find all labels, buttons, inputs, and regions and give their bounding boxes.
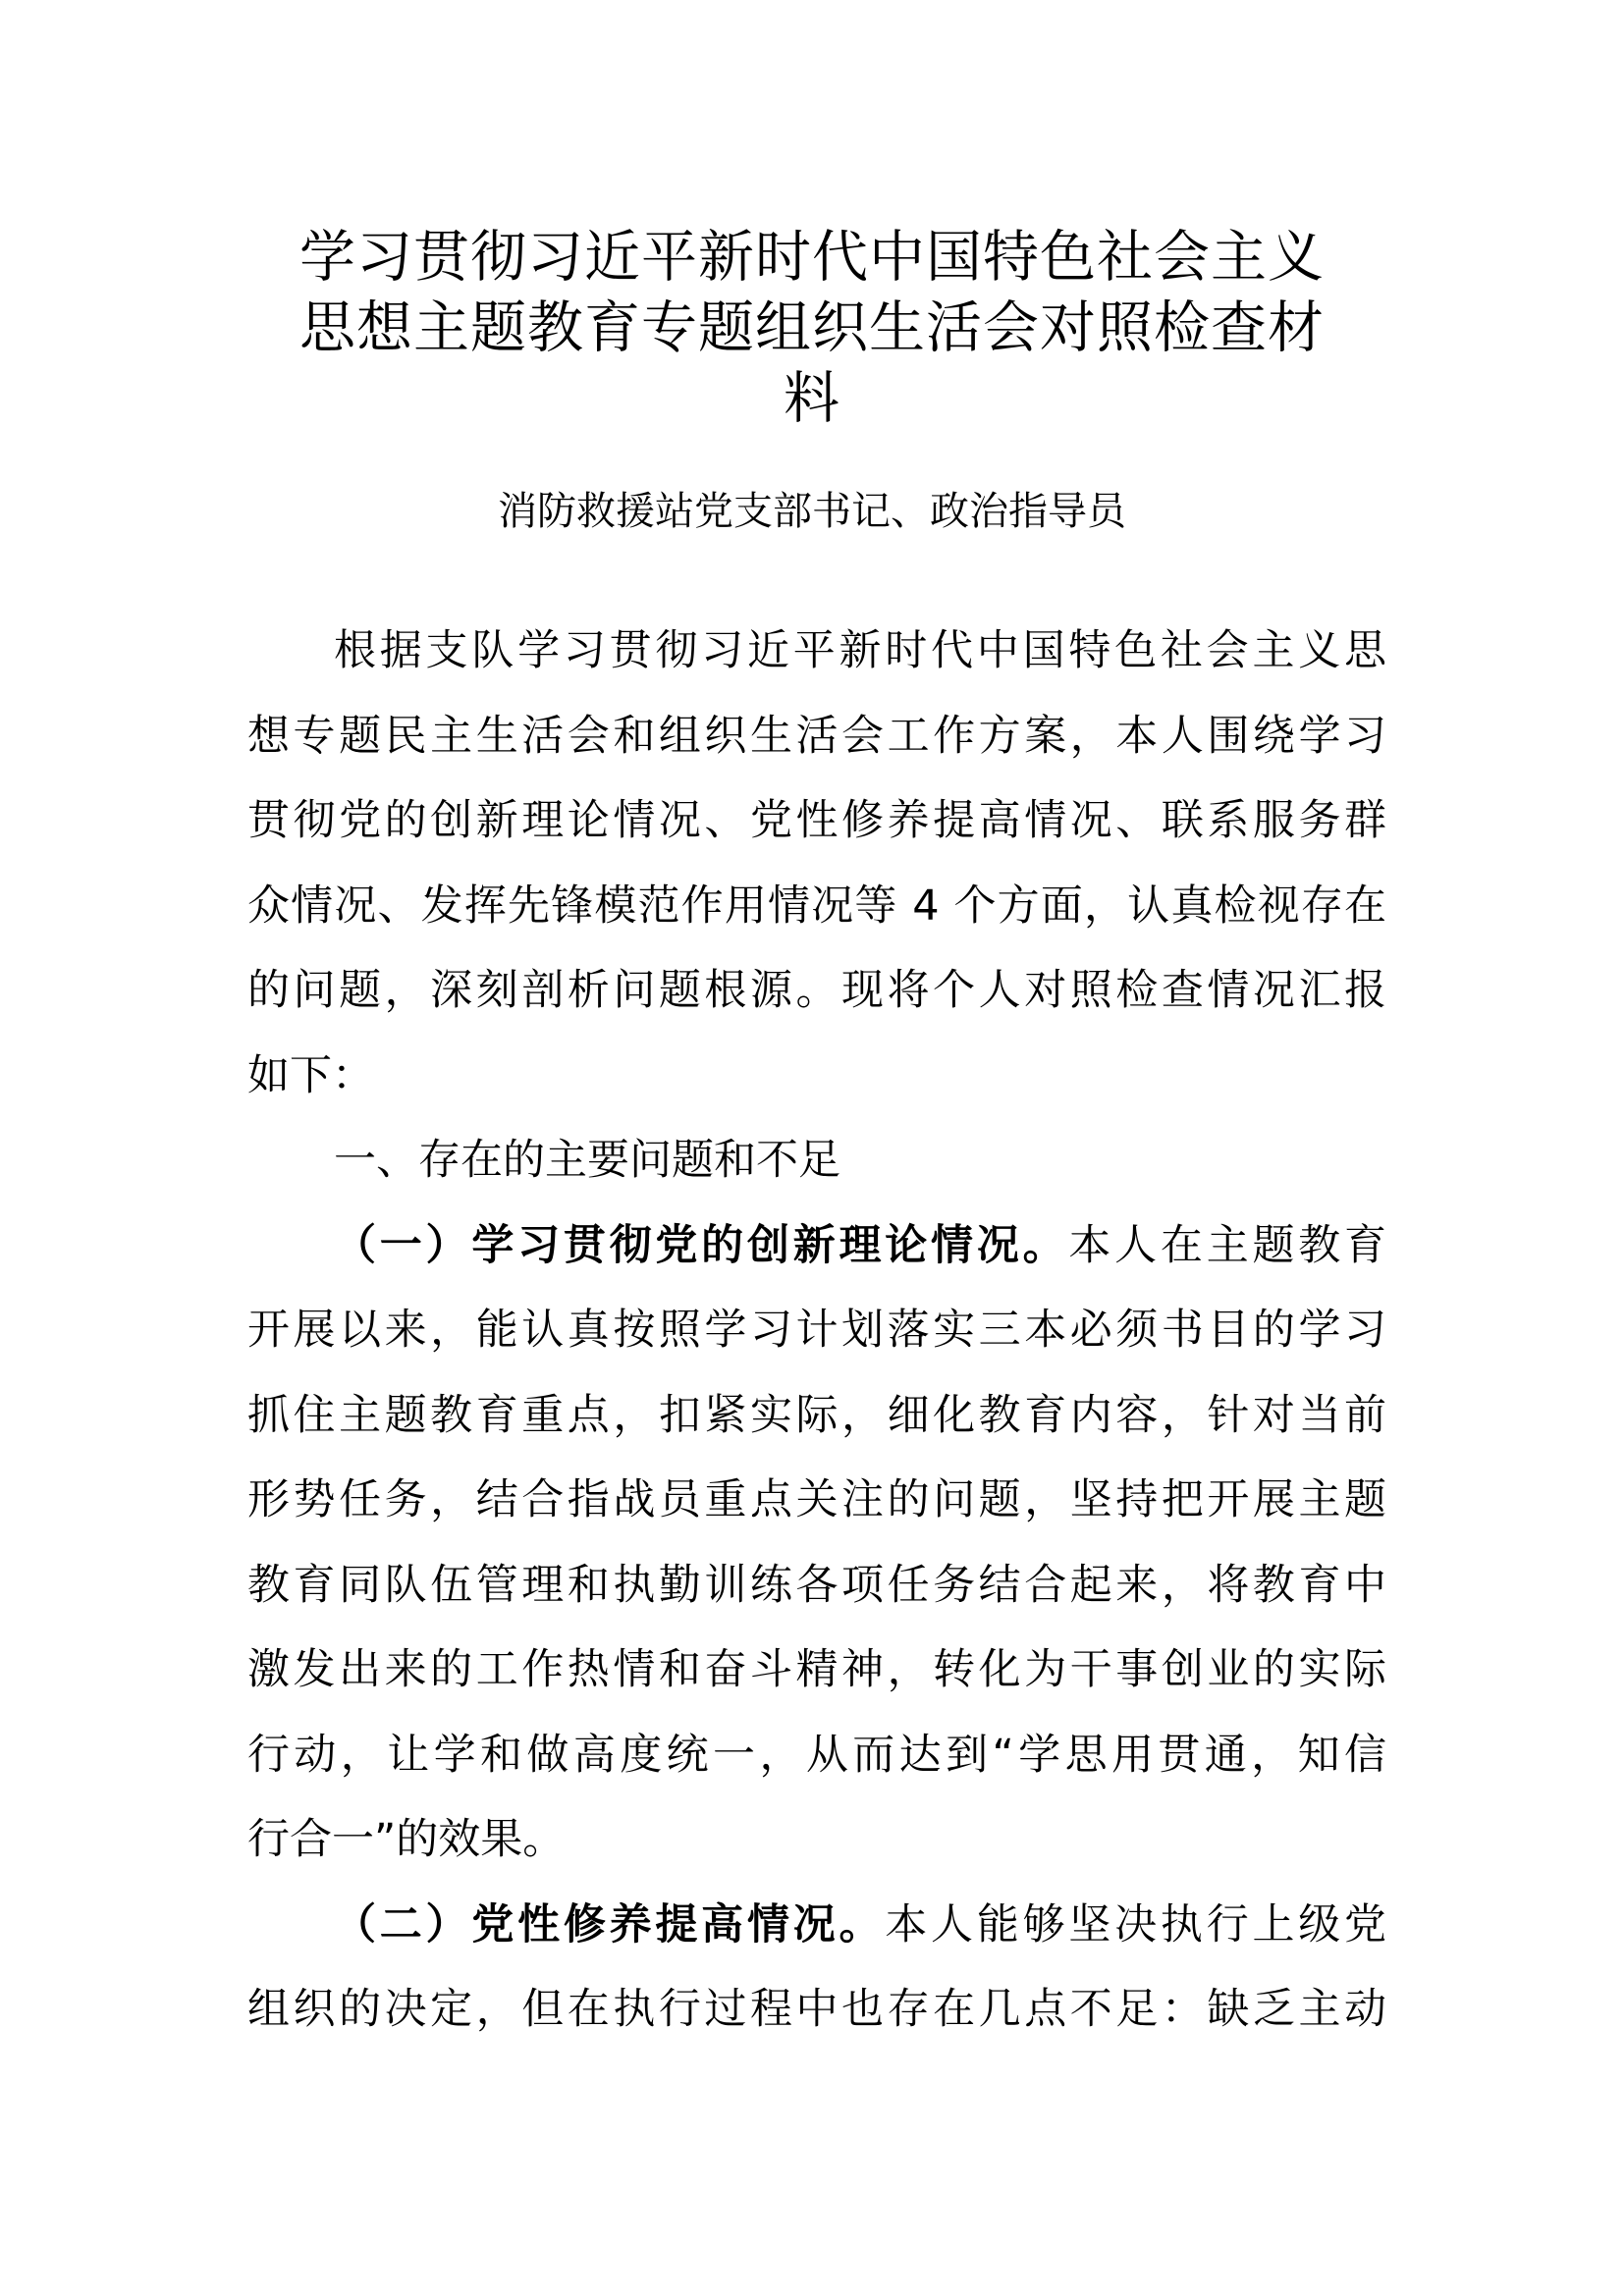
text-line: 教育同队伍管理和执勤训练各项任务结合起来，将教育中 — [247, 1560, 1386, 1610]
subsection-theory-study — [247, 1203, 1386, 1883]
text-line: 根据支队学习贯彻习近平新时代中国特色社会主义思 — [334, 626, 1386, 675]
text-line: 组织的决定，但在执行过程中也存在几点不足：缺乏主动 — [247, 1985, 1386, 2034]
text-line — [247, 1203, 1386, 1289]
text-line: 行合一”的效果。 — [247, 1815, 566, 1864]
section-heading-problems — [247, 1118, 1386, 1203]
intro-paragraph — [247, 609, 1386, 1118]
text-line: 贯彻党的创新理论情况、党性修养提高情况、联系服务群 — [247, 796, 1386, 845]
section-heading: 一、存在的主要问题和不足 — [334, 1136, 840, 1185]
subsection-party-spirit — [247, 1883, 1386, 2053]
document-body — [247, 609, 1386, 2053]
subsection-heading: （二）党性修养提高情况。 — [334, 1899, 886, 1949]
text-line: 形势任务，结合指战员重点关注的问题，坚持把开展主题 — [247, 1475, 1386, 1524]
subsection-heading: （一）学习贯彻党的创新理论情况。 — [334, 1220, 1069, 1270]
text-run: 本人能够坚决执行上级党 — [885, 1899, 1387, 1949]
text-line: 众情况、发挥先锋模范作用情况等 4 个方面，认真检视存在 — [247, 881, 1386, 931]
text-line: 激发出来的工作热情和奋斗精神，转化为干事创业的实际 — [247, 1645, 1386, 1694]
text-line — [247, 1883, 1386, 1968]
text-line: 行动，让学和做高度统一，从而达到“学思用贯通，知信 — [247, 1730, 1386, 1780]
title-line: 料 — [784, 366, 840, 431]
document-author: 消防救援站党支部书记、政治指导员 — [498, 489, 1126, 534]
text-line: 的问题，深刻剖析问题根源。现将个人对照检查情况汇报 — [247, 966, 1386, 1015]
title-line: 学习贯彻习近平新时代中国特色社会主义 — [299, 225, 1325, 290]
text-line: 想专题民主生活会和组织生活会工作方案，本人围绕学习 — [247, 711, 1386, 761]
text-line: 如下： — [247, 1050, 374, 1100]
text-run: 本人在主题教育 — [1068, 1220, 1387, 1270]
text-line: 抓住主题教育重点，扣紧实际，细化教育内容，针对当前 — [247, 1390, 1386, 1440]
title-line: 思想主题教育专题组织生活会对照检查材 — [299, 295, 1325, 360]
text-line: 开展以来，能认真按照学习计划落实三本必须书目的学习 — [247, 1306, 1386, 1355]
document-title — [255, 222, 1369, 434]
